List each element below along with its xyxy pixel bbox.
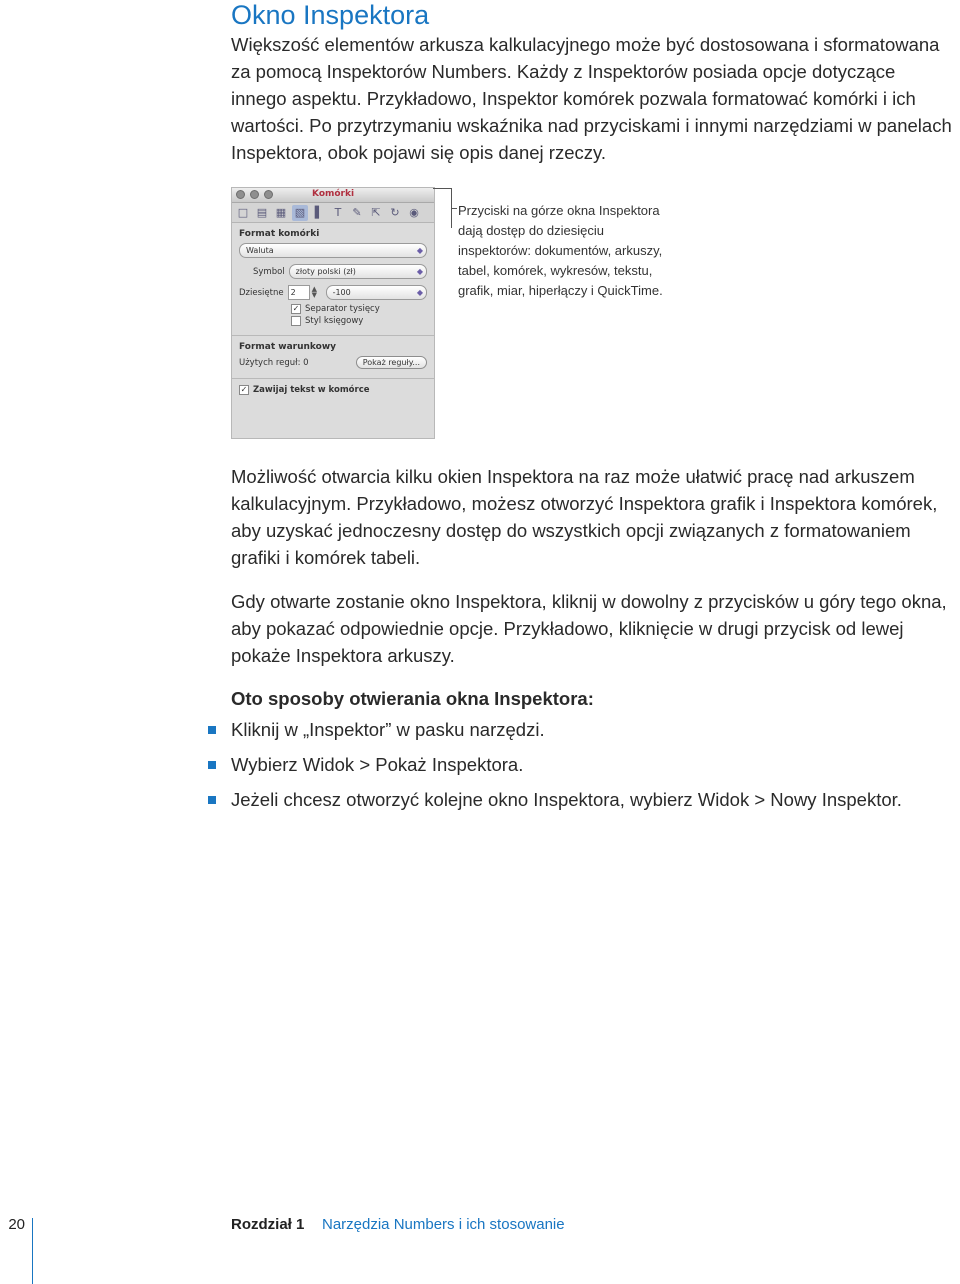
show-rules-button[interactable]: Pokaż reguły... [356,356,427,369]
inspector-window-screenshot [231,187,435,439]
list-item: Wybierz Widok > Pokaż Inspektora. [206,751,946,778]
inspector-toolbar [232,203,434,223]
symbol-label: Symbol [253,266,285,277]
callout-line [451,208,457,209]
inspector-title: Komórki [312,189,355,199]
hyperlink-icon[interactable]: ↻ [390,206,400,219]
graphic-icon[interactable]: ✎ [352,206,362,219]
footer-chapter-title[interactable]: Narzędzia Numbers i ich stosowanie [322,1216,565,1233]
subheading: Oto sposoby otwierania okna Inspektora: [231,688,594,709]
metrics-icon[interactable]: ⇱ [371,206,381,219]
divider [232,335,434,336]
negative-format-popup[interactable]: -100 ◆ [326,285,427,300]
document-icon[interactable]: □ [237,206,249,219]
divider [232,378,434,379]
thousands-separator-checkbox[interactable] [291,304,427,314]
list-item: Jeżeli chcesz otworzyć kolejne okno Inspektora, wybierz Widok > Nowy Inspektor. [206,786,946,813]
text-icon[interactable]: T [334,206,342,219]
checkmark-icon: ✓ [292,304,300,313]
footer-chapter: Rozdział 1 [231,1216,305,1233]
bullet-list [206,716,946,821]
paragraph-inspector-buttons: Gdy otwarte zostanie okno Inspektora, kliknij w dowolny z przycisków u góry tego okna, aby pokazać odpowiednie opcje. Przykładowo, kliknięcie w drugi przycisk od lewej pokaże Inspektora arkuszy. [231,591,947,666]
intro-paragraph: Większość elementów arkusza kalkulacyjnego może być dostosowana i sformatowana za pomocą Inspektorów Numbers. Każdy z Inspektorów posiada opcje dotyczące innego aspektu. Przykładowo, Inspektor komórek pozwala formatować komórki i ich wartości. Po przytrzymaniu wskaźnika nad przyciskami i innymi narzędziami w panelach Inspektora, obok pojawi się opis danej rzeczy. [231,34,952,163]
chart-icon[interactable]: ▌ [314,206,324,219]
wrap-text-checkbox[interactable] [239,385,427,395]
page-number: 20 [8,1216,25,1233]
quicktime-icon[interactable]: ◉ [409,206,419,219]
bullet-icon [208,726,216,734]
callout-text: Przyciski na górze okna Inspektora dają dostęp do dziesięciu inspektorów: dokumentów, arkuszy, tabel, komórek, wykresów, tekstu, grafik, miar, hiperłączy i QuickTime. [458,203,663,298]
cell-format-popup[interactable]: Waluta ◆ [239,243,427,258]
bullet-icon [208,796,216,804]
conditional-format-label: Format warunkowy [239,342,337,352]
bullet-icon [208,761,216,769]
close-icon [236,190,245,199]
checkmark-icon: ✓ [240,385,248,394]
symbol-popup[interactable]: złoty polski (zł) ◆ [289,264,427,279]
callout-line [433,188,451,189]
sheet-icon[interactable]: ▤ [256,206,268,219]
inspector-titlebar [232,188,434,203]
accounting-style-label: Styl księgowy [305,316,364,326]
paragraph-multiple-inspectors: Możliwość otwarcia kilku okien Inspektora na raz może ułatwić pracę nad arkuszem kalkulacyjnym. Przykładowo, możesz otworzyć Inspektora grafik i Inspektora komórek, aby uzyskać jednoczesny dostęp do wszystkich opcji związanych z formatowaniem grafiki i komórek tabeli. [231,466,938,568]
cells-icon[interactable]: ▧ [292,205,308,221]
table-icon[interactable]: ▦ [275,206,287,219]
zoom-icon [264,190,273,199]
decimals-stepper-icon[interactable]: ▲ ▼ [311,285,317,299]
page-heading: Okno Inspektora [231,0,430,30]
decimals-label: Dziesiętne [239,287,284,298]
minimize-icon [250,190,259,199]
accounting-style-checkbox[interactable] [291,316,427,326]
list-item: Kliknij w „Inspektor” w pasku narzędzi. [206,716,946,743]
footer-divider [32,1218,33,1284]
wrap-text-label: Zawijaj tekst w komórce [253,385,370,395]
decimals-field[interactable]: 2 [288,285,310,300]
thousands-separator-label: Separator tysięcy [305,304,380,314]
cell-format-label: Format komórki [239,229,320,239]
rules-used-label: Użytych reguł: 0 [239,357,309,368]
